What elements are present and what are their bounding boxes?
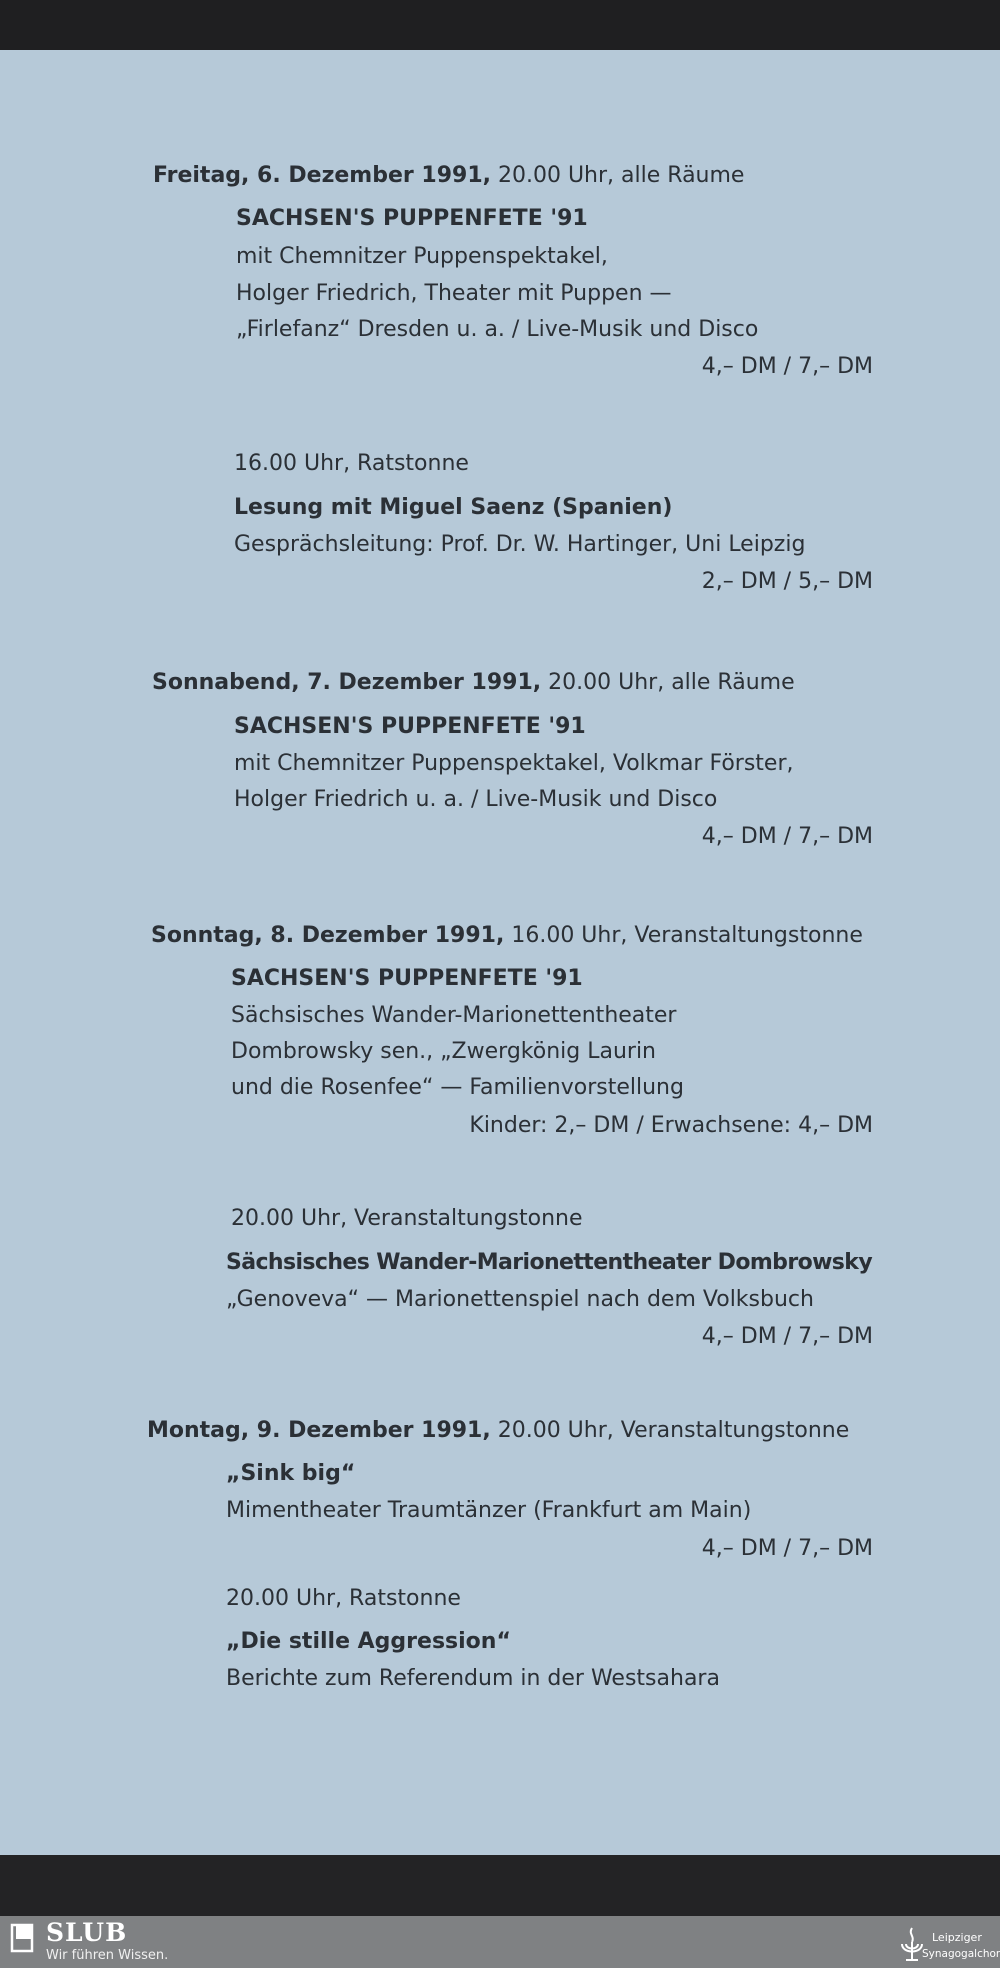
event-4-title: SACHSEN'S PUPPENFETE '91 — [231, 966, 583, 991]
slub-tagline: Wir führen Wissen. — [46, 1948, 169, 1963]
event-2-title: Lesung mit Miguel Saenz (Spanien) — [234, 495, 673, 520]
scan-bottom-border — [0, 1855, 1000, 1916]
event-6-price: 4,– DM / 7,– DM — [701, 1536, 873, 1561]
event-5-line-1: „Genoveva“ — Marionettenspiel nach dem Volksbuch — [226, 1287, 814, 1312]
event-3-line-1: mit Chemnitzer Puppenspektakel, Volkmar Förster, — [234, 751, 794, 776]
event-6-title: „Sink big“ — [226, 1461, 356, 1486]
event-1-title: SACHSEN'S PUPPENFETE '91 — [236, 206, 588, 231]
event-2-price: 2,– DM / 5,– DM — [701, 569, 873, 594]
event-5-title: Sächsisches Wander-Marionettentheater Dombrowsky — [226, 1250, 873, 1275]
event-1-line-1: mit Chemnitzer Puppenspektakel, — [236, 244, 608, 269]
event-6-heading: Montag, 9. Dezember 1991, 20.00 Uhr, Veranstaltungstonne — [147, 1418, 850, 1443]
event-5-time: 20.00 Uhr, Veranstaltungstonne — [231, 1206, 583, 1231]
program-sheet — [0, 50, 1000, 1855]
slub-brand: SLUB — [46, 1918, 128, 1947]
partner-name-line-2: Synagogalchor — [922, 1948, 1000, 1960]
event-4-line-1: Sächsisches Wander-Marionettentheater — [231, 1003, 677, 1028]
event-4-line-2: Dombrowsky sen., „Zwergkönig Laurin — [231, 1039, 656, 1064]
event-3-line-2: Holger Friedrich u. a. / Live-Musik und Disco — [234, 787, 718, 812]
event-3-price: 4,– DM / 7,– DM — [701, 824, 873, 849]
event-3-heading: Sonnabend, 7. Dezember 1991, 20.00 Uhr, alle Räume — [152, 670, 795, 695]
event-6-line-1: Mimentheater Traumtänzer (Frankfurt am Main) — [226, 1498, 752, 1523]
scan-top-border — [0, 0, 1000, 50]
event-4-heading: Sonntag, 8. Dezember 1991, 16.00 Uhr, Veranstaltungstonne — [151, 923, 863, 948]
event-1-heading: Freitag, 6. Dezember 1991, 20.00 Uhr, alle Räume — [153, 163, 745, 188]
event-7-line-1: Berichte zum Referendum in der Westsahara — [226, 1666, 720, 1691]
event-1-line-3: „Firlefanz“ Dresden u. a. / Live-Musik und Disco — [236, 317, 759, 342]
event-2-time: 16.00 Uhr, Ratstonne — [234, 451, 469, 476]
slub-logo-icon — [10, 1923, 36, 1953]
event-2-line-1: Gesprächsleitung: Prof. Dr. W. Hartinger, Uni Leipzig — [234, 532, 806, 557]
partner-name-line-1: Leipziger — [932, 1931, 982, 1944]
viewer-footer — [0, 1916, 1000, 1968]
event-3-title: SACHSEN'S PUPPENFETE '91 — [234, 714, 586, 739]
event-4-line-3: und die Rosenfee“ — Familienvorstellung — [231, 1075, 684, 1100]
event-7-title: „Die stille Aggression“ — [226, 1629, 511, 1654]
event-5-price: 4,– DM / 7,– DM — [701, 1324, 873, 1349]
event-7-time: 20.00 Uhr, Ratstonne — [226, 1586, 461, 1611]
event-4-price: Kinder: 2,– DM / Erwachsene: 4,– DM — [469, 1113, 873, 1138]
event-1-price: 4,– DM / 7,– DM — [701, 354, 873, 379]
event-1-line-2: Holger Friedrich, Theater mit Puppen — — [236, 281, 672, 306]
